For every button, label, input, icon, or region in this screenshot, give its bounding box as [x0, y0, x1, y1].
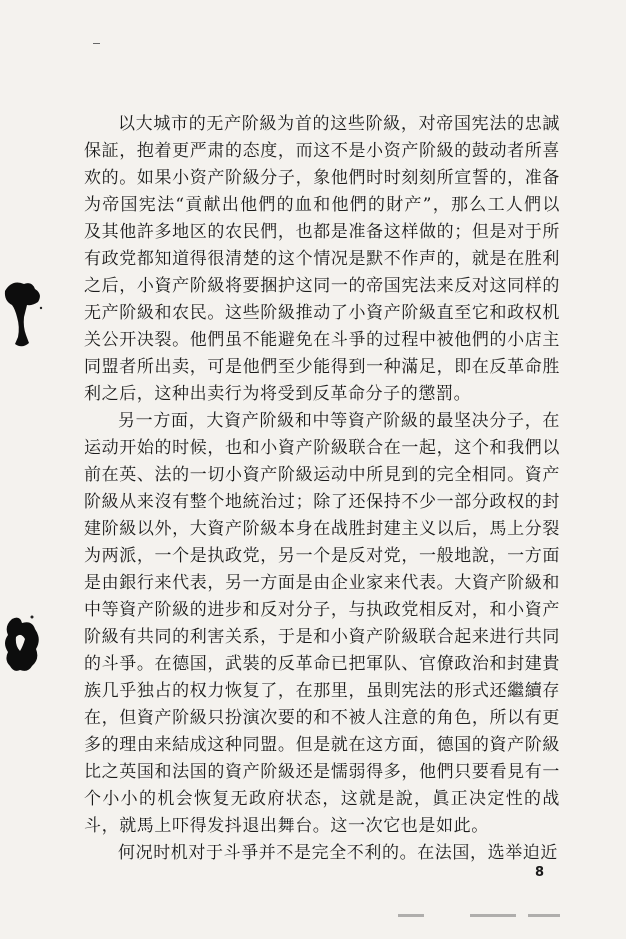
ink-blot-image	[2, 613, 44, 677]
scan-noise	[398, 914, 424, 917]
paragraph: 另一方面，大資产阶級和中等資产阶級的最坚决分子，在运动开始的时候，也和小資产阶級联合在一起，这个和我們以前在英、法的一切小資产阶級运动中所見到的完全相同。資产阶級从来沒有整个地統治过；除了还保持不少一部分政权的封建阶級以外，大資产阶級本身在战胜封建主义以后，馬上分裂为两派，一个是执政党，另一个是反对党，一般地說，一方面是由銀行来代表，另一方面是由企业家来代表。大資产阶級和中等資产阶級的进步和反对分子，与执政党相反对，和小資产阶級有共同的利害关系，于是和小資产阶級联合起来进行共同的斗爭。在德国，武裝的反革命已把軍队、官僚政治和封建貴族几乎独占的权力恢复了，在那里，虽則宪法的形式还繼續存在，但資产阶級只扮演次要的和不被人注意的角色，所以有更多的理由来結成这种同盟。但是就在这方面，德国的資产阶級比之英国和法国的資产阶級还是懦弱得多，他們只要看見有一个小小的机会恢复无政府状态，这就是說，眞正决定性的战斗，就馬上吓得发抖退出舞台。这一次它也是如此。	[84, 411, 560, 836]
scan-noise	[470, 914, 516, 917]
scan-mark	[93, 43, 100, 44]
page-number: 8	[535, 865, 545, 880]
scan-noise	[528, 914, 560, 917]
body-text	[84, 111, 560, 867]
paragraph: 何况时机对于斗爭并不是完全不利的。在法国，选举迫近	[118, 843, 558, 863]
ink-blot-image	[2, 275, 46, 351]
paragraph: 以大城市的无产阶級为首的这些阶級，对帝国宪法的忠誠保証，抱着更严肃的态度，而这不是小资产阶級的鼓动者所喜欢的。如果小资产阶級分子，象他們时时刻刻所宣誓的，准备为帝国宪法“貢献出他們的血和他們的財产”，那么工人們以及其他許多地区的农民們，也都是准备这样做的；但是对于所有政党都知道得很清楚的这个情况是默不作声的，就是在胜利之后，小資产阶級将要捆护这同一的帝国宪法来反对这同样的无产阶級和农民。这些阶級推动了小資产阶級直至它和政权机关公开决裂。他們虽不能避免在斗爭的过程中被他們的小店主同盟者所出卖，可是他們至少能得到一种滿足，即在反革命胜利之后，这种出卖行为将受到反革命分子的懲罰。	[84, 114, 560, 404]
